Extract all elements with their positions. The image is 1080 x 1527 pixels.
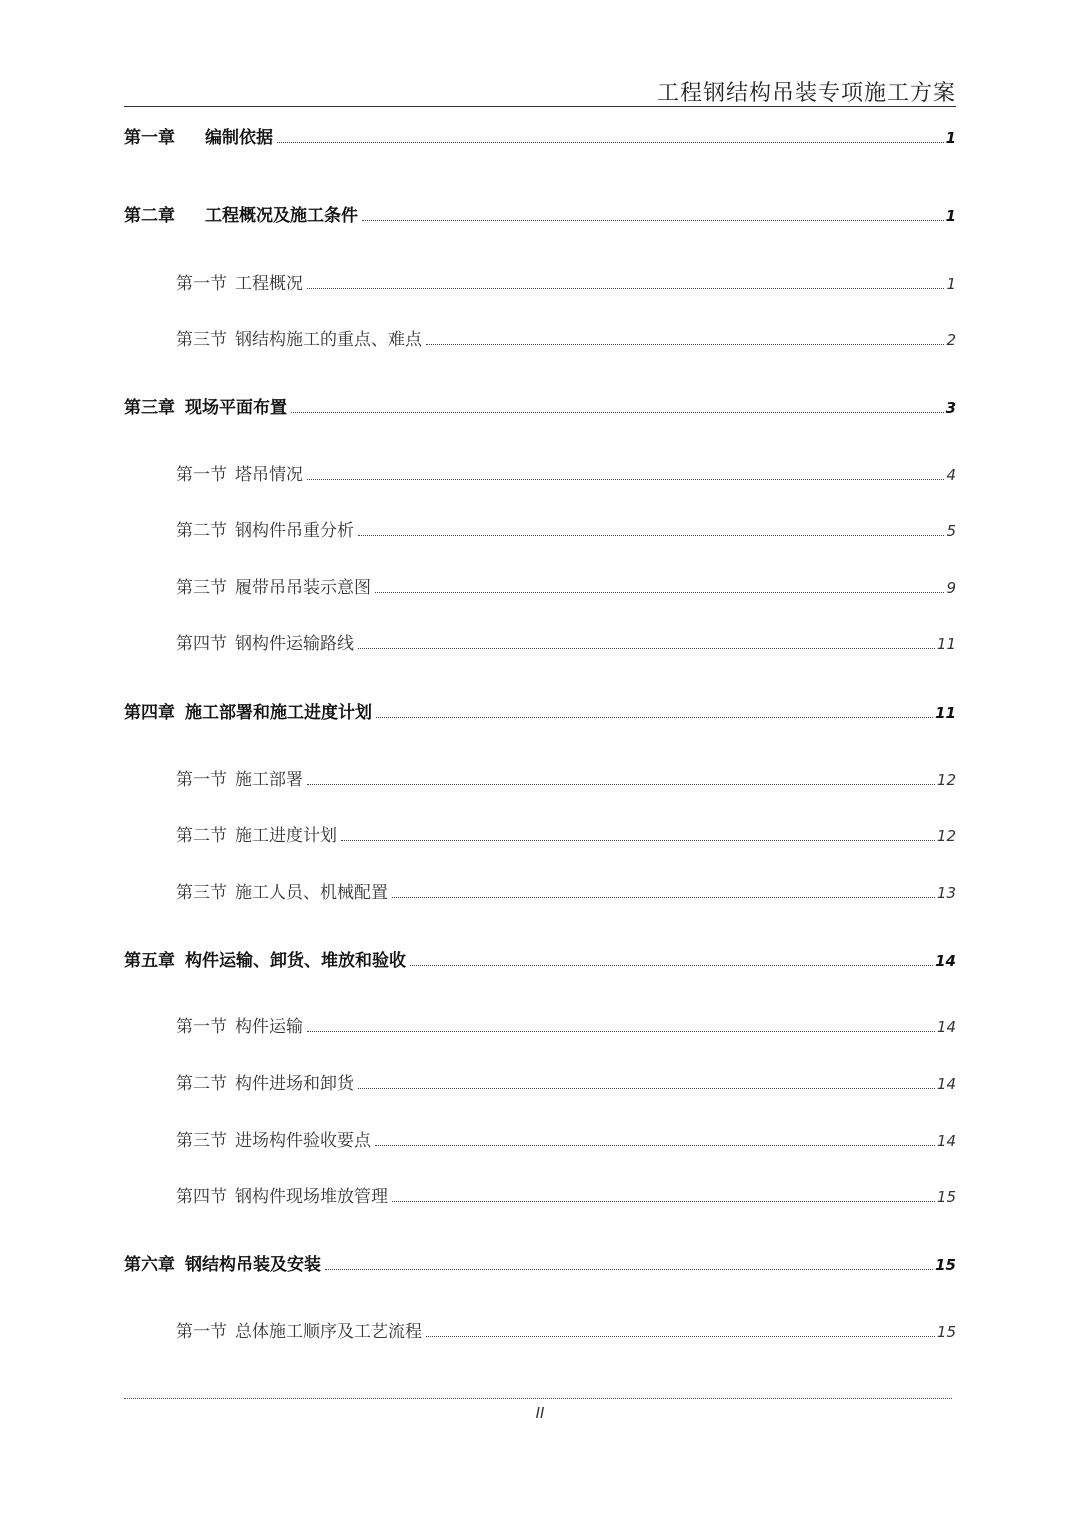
toc-title: 钢构件吊重分析	[235, 521, 354, 541]
toc-section[interactable]	[124, 1073, 956, 1095]
toc-number: 第三节	[176, 578, 227, 598]
toc-number: 第一节	[176, 1322, 227, 1342]
toc-title: 构件运输	[235, 1017, 303, 1037]
toc-title: 总体施工顺序及工艺流程	[235, 1322, 422, 1342]
toc-title: 现场平面布置	[185, 398, 287, 418]
toc-page-number: 1	[945, 129, 956, 147]
toc-page-number: 11	[936, 635, 956, 653]
toc-page-number: 2	[946, 331, 956, 349]
toc-number: 第三节	[176, 330, 227, 350]
dot-leader	[410, 965, 933, 966]
toc-section[interactable]	[124, 329, 956, 351]
toc-page-number: 13	[936, 884, 956, 902]
dot-leader	[307, 784, 935, 785]
toc-number: 第三节	[176, 1131, 227, 1151]
dot-leader	[362, 220, 944, 221]
toc-page-number: 15	[936, 1323, 956, 1341]
toc-title: 构件进场和卸货	[235, 1074, 354, 1094]
toc-title: 工程概况及施工条件	[205, 206, 358, 226]
footer-divider	[124, 1398, 952, 1399]
toc-number: 第二节	[176, 826, 227, 846]
toc-page-number: 12	[936, 827, 956, 845]
dot-leader	[375, 1145, 935, 1146]
dot-leader	[426, 344, 944, 345]
toc-number: 第一节	[176, 465, 227, 485]
toc-chapter-6[interactable]	[124, 1254, 956, 1276]
document-title: 工程钢结构吊装专项施工方案	[656, 81, 956, 106]
dot-leader	[307, 288, 944, 289]
toc-section[interactable]	[124, 273, 956, 295]
toc-chapter-3[interactable]	[124, 397, 956, 419]
toc-section[interactable]	[124, 769, 956, 791]
dot-leader	[358, 648, 935, 649]
toc-chapter-2[interactable]	[124, 205, 956, 227]
dot-leader	[426, 1336, 935, 1337]
dot-leader	[392, 1201, 935, 1202]
toc-page-number: 14	[936, 1075, 956, 1093]
toc-number: 第二章	[124, 206, 175, 226]
toc-number: 第四章	[124, 703, 175, 723]
toc-number: 第二节	[176, 1074, 227, 1094]
toc-title: 钢结构施工的重点、难点	[235, 330, 422, 350]
toc-page-number: 14	[936, 1132, 956, 1150]
dot-leader	[392, 897, 935, 898]
toc-page-number: 14	[936, 1018, 956, 1036]
footer-page-number: II	[535, 1404, 545, 1422]
dot-leader	[277, 142, 944, 143]
toc-section[interactable]	[124, 825, 956, 847]
dot-leader	[291, 412, 944, 413]
toc-section[interactable]	[124, 1186, 956, 1208]
toc-title: 进场构件验收要点	[235, 1131, 371, 1151]
dot-leader	[376, 717, 933, 718]
toc-page-number: 4	[946, 466, 956, 484]
toc-section[interactable]	[124, 577, 956, 599]
toc-title: 施工进度计划	[235, 826, 337, 846]
toc-number: 第一节	[176, 274, 227, 294]
header-divider	[124, 106, 956, 107]
toc-page-number: 3	[945, 399, 956, 417]
toc-section[interactable]	[124, 633, 956, 655]
dot-leader	[341, 840, 935, 841]
dot-leader	[358, 535, 944, 536]
toc-number: 第一节	[176, 1017, 227, 1037]
toc-title: 施工部署	[235, 770, 303, 790]
toc-title: 履带吊吊装示意图	[235, 578, 371, 598]
toc-page-number: 9	[946, 579, 956, 597]
toc-title: 施工人员、机械配置	[235, 883, 388, 903]
toc-chapter-5[interactable]	[124, 950, 956, 972]
toc-section[interactable]	[124, 520, 956, 542]
toc-section[interactable]	[124, 1016, 956, 1038]
toc-number: 第四节	[176, 1187, 227, 1207]
toc-page-number: 15	[936, 1188, 956, 1206]
toc-section[interactable]	[124, 464, 956, 486]
toc-page-number: 11	[935, 704, 956, 722]
toc-page-number: 15	[935, 1256, 956, 1274]
toc-title: 钢结构吊装及安装	[185, 1255, 321, 1275]
toc-number: 第一章	[124, 128, 175, 148]
toc-page-number: 1	[946, 275, 956, 293]
toc-number: 第五章	[124, 951, 175, 971]
toc-page-number: 12	[936, 771, 956, 789]
dot-leader	[358, 1088, 935, 1089]
toc-title: 钢构件现场堆放管理	[235, 1187, 388, 1207]
dot-leader	[307, 479, 944, 480]
toc-chapter-4[interactable]	[124, 702, 956, 724]
toc-page-number: 14	[935, 952, 956, 970]
toc-number: 第六章	[124, 1255, 175, 1275]
toc-title: 构件运输、卸货、堆放和验收	[185, 951, 406, 971]
toc-number: 第一节	[176, 770, 227, 790]
toc-title: 编制依据	[205, 128, 273, 148]
dot-leader	[375, 592, 944, 593]
toc-title: 施工部署和施工进度计划	[185, 703, 372, 723]
toc-number: 第三章	[124, 398, 175, 418]
toc-page-number: 5	[946, 522, 956, 540]
toc-title: 钢构件运输路线	[235, 634, 354, 654]
toc-page-number: 1	[945, 207, 956, 225]
toc-number: 第三节	[176, 883, 227, 903]
toc-title: 塔吊情况	[235, 465, 303, 485]
toc-number: 第二节	[176, 521, 227, 541]
toc-number: 第四节	[176, 634, 227, 654]
dot-leader	[325, 1269, 933, 1270]
toc-section[interactable]	[124, 1130, 956, 1152]
toc-title: 工程概况	[235, 274, 303, 294]
toc-section[interactable]	[124, 882, 956, 904]
toc-section[interactable]	[124, 1321, 956, 1343]
dot-leader	[307, 1031, 935, 1032]
toc-chapter-1[interactable]	[124, 127, 956, 149]
